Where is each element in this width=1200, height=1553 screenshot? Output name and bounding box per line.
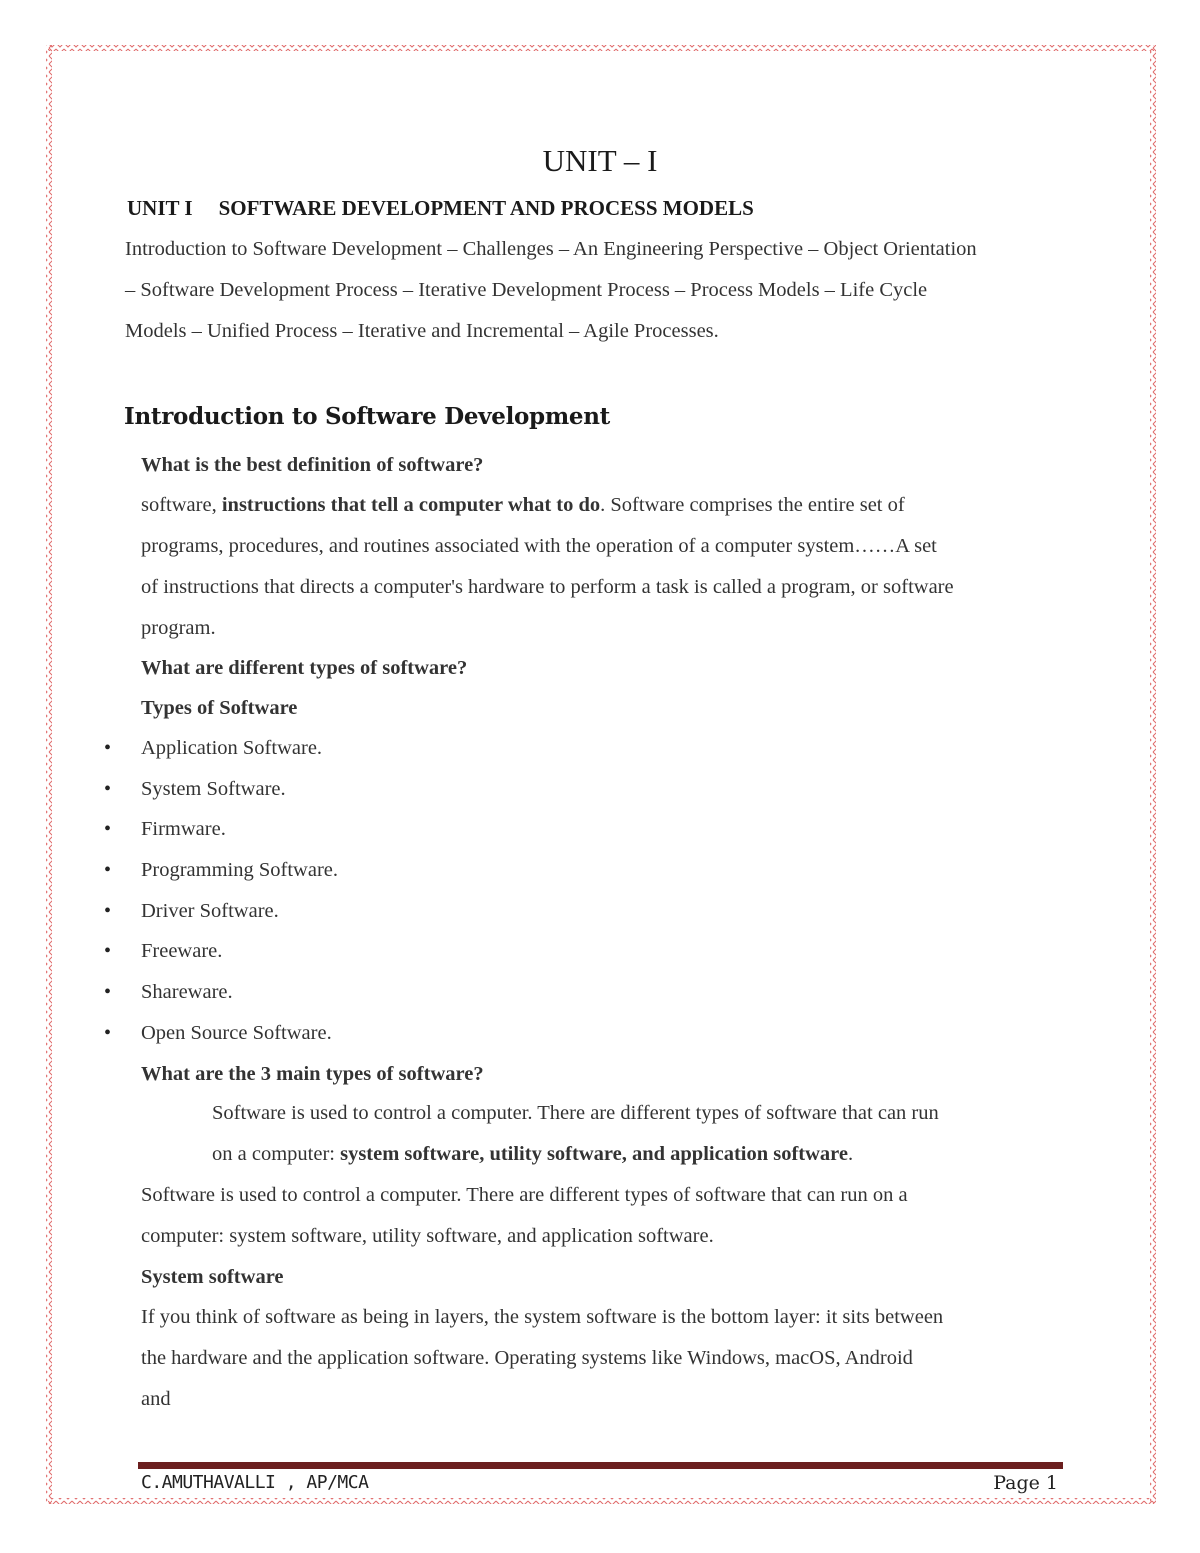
bullet-icon: •	[104, 940, 112, 962]
syllabus-line: – Software Development Process – Iterative Development Process – Process Models – Life Cycle	[125, 279, 928, 301]
syllabus	[125, 229, 1115, 352]
answer-text: .	[848, 1143, 854, 1165]
question-types: What are different types of software?	[141, 657, 468, 679]
list-item: System Software.	[141, 778, 286, 800]
answer-text: on a computer:	[212, 1143, 341, 1165]
definition-bold: instructions that tell a computer what to do	[221, 494, 601, 516]
bullet-icon: •	[104, 859, 112, 881]
syllabus-line: Introduction to Software Development – Challenges – An Engineering Perspective – Object Orientation	[125, 238, 977, 260]
question-main-types: What are the 3 main types of software?	[141, 1063, 484, 1085]
definition-text: software,	[141, 494, 222, 516]
definition-line: programs, procedures, and routines associated with the operation of a computer system……A set	[141, 535, 937, 557]
bullet-icon: •	[104, 1022, 112, 1044]
list-item: Application Software.	[141, 737, 323, 759]
list-item: Firmware.	[141, 818, 226, 840]
bullet-icon: •	[104, 818, 112, 840]
answer-line: Software is used to control a computer. There are different types of software that can run	[212, 1102, 939, 1124]
question-definition: What is the best definition of software?	[141, 454, 484, 476]
answer-line	[212, 1143, 853, 1166]
bullet-icon: •	[104, 737, 112, 759]
list-item: Shareware.	[141, 981, 233, 1003]
unit-topic: SOFTWARE DEVELOPMENT AND PROCESS MODELS	[218, 196, 754, 220]
list-item: Freeware.	[141, 940, 223, 962]
paragraph-line: computer: system software, utility software, and application software.	[141, 1225, 714, 1247]
bullet-icon: •	[104, 900, 112, 922]
page-number: Page 1	[993, 1472, 1058, 1494]
list-item: Programming Software.	[141, 859, 338, 881]
answer-bold: system software, utility software, and application software	[340, 1143, 848, 1165]
paragraph-line: If you think of software as being in layers, the system software is the bottom layer: it sits between	[141, 1306, 944, 1328]
syllabus-line: Models – Unified Process – Iterative and Incremental – Agile Processes.	[125, 320, 719, 342]
types-heading: Types of Software	[141, 697, 298, 719]
definition-line: program.	[141, 617, 216, 639]
footer-author: C.AMUTHAVALLI , AP/MCA	[141, 1472, 369, 1493]
bullet-icon: •	[104, 778, 112, 800]
definition-line	[141, 494, 905, 517]
paragraph-line: and	[141, 1388, 171, 1410]
unit-header	[127, 196, 754, 221]
section-heading: Introduction to Software Development	[124, 403, 610, 430]
system-software-heading: System software	[141, 1266, 284, 1288]
list-item: Driver Software.	[141, 900, 279, 922]
bullet-icon: •	[104, 981, 112, 1003]
paragraph-line: Software is used to control a computer. There are different types of software that can run on a	[141, 1184, 908, 1206]
definition-text: . Software comprises the entire set of	[600, 494, 905, 516]
page-title: UNIT – I	[542, 143, 658, 178]
list-item: Open Source Software.	[141, 1022, 332, 1044]
definition-line: of instructions that directs a computer's hardware to perform a task is called a program, or software	[141, 576, 954, 598]
unit-label: UNIT I	[127, 196, 193, 220]
paragraph-line: the hardware and the application software. Operating systems like Windows, macOS, Android	[141, 1347, 913, 1369]
footer-divider	[138, 1462, 1063, 1469]
